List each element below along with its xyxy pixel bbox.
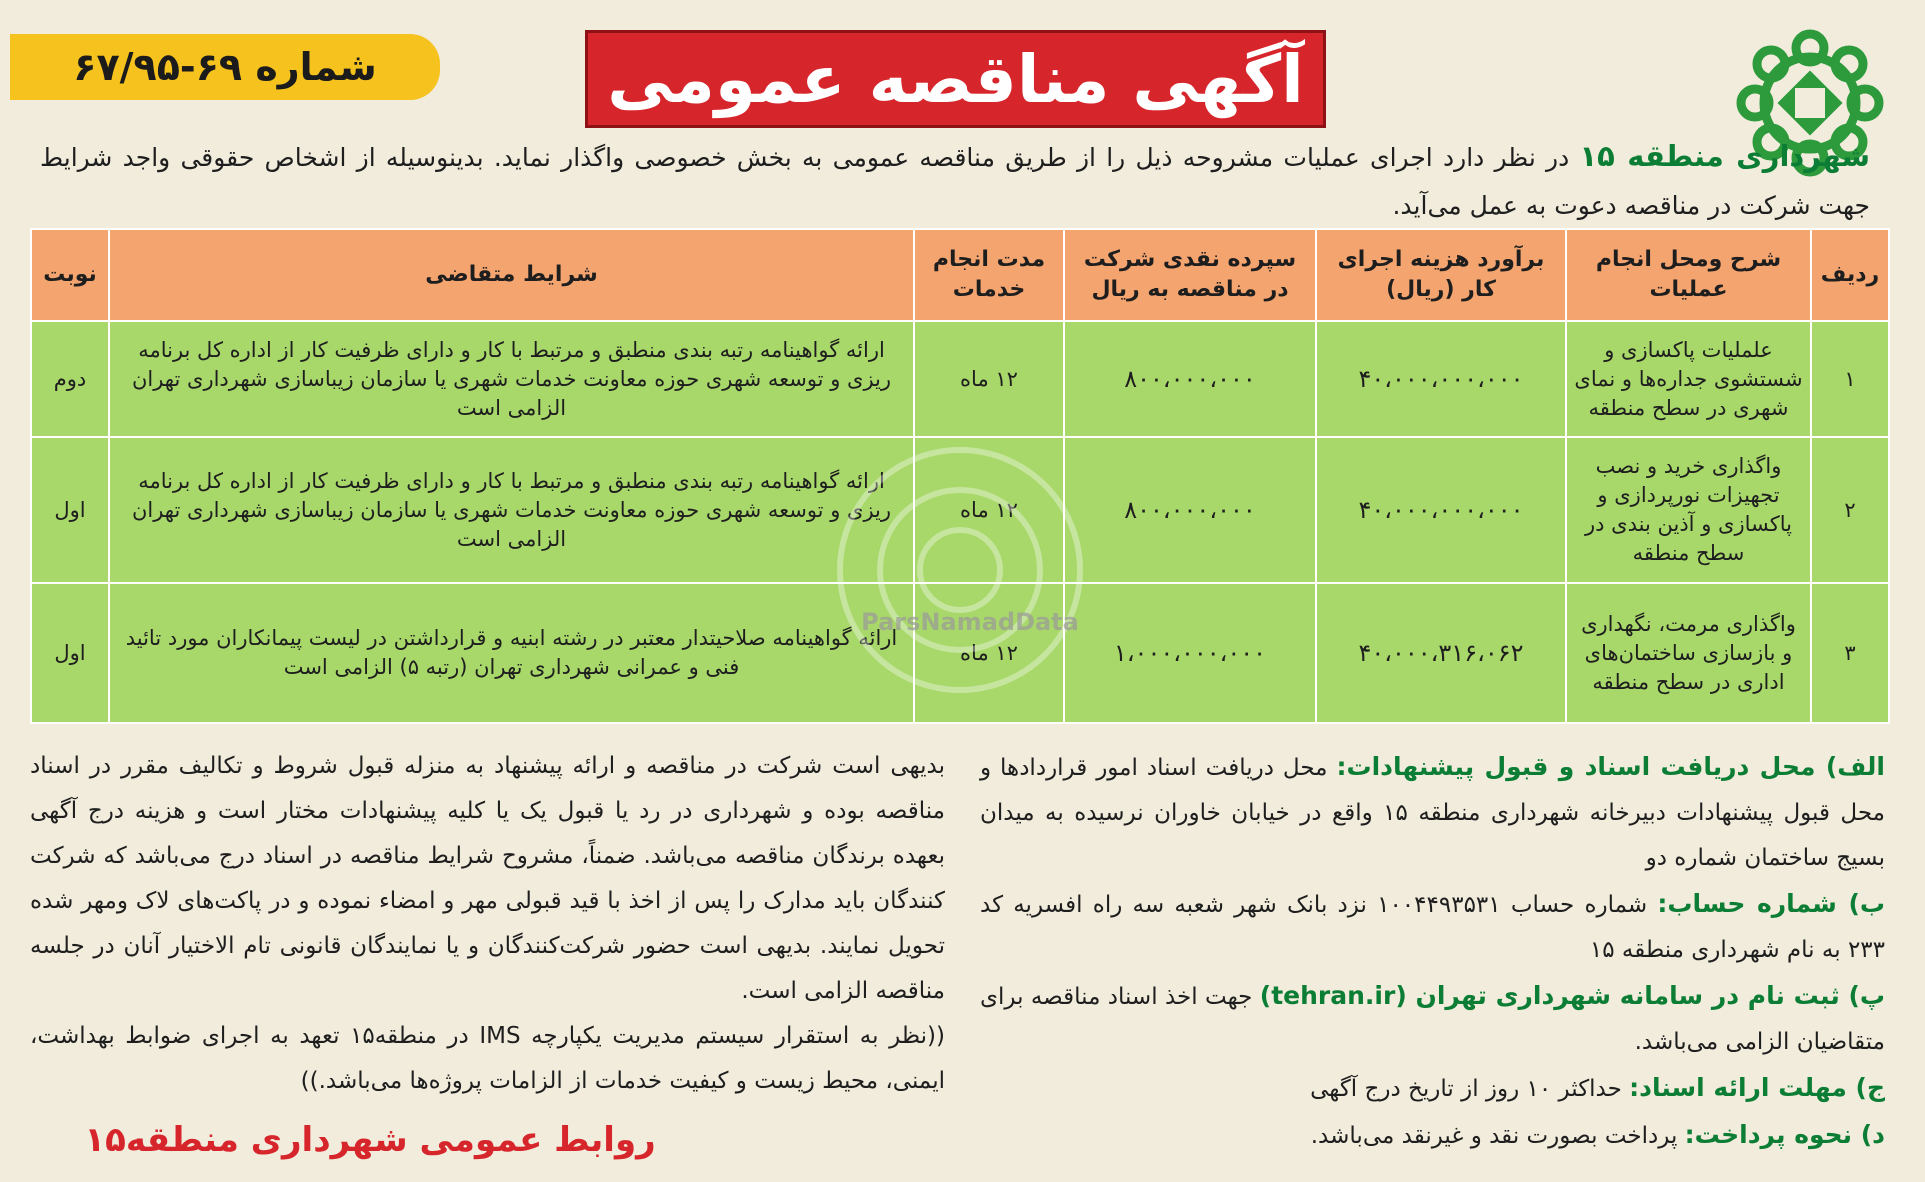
table-row: [31, 437, 1889, 583]
cell-row-number: ۱: [1811, 321, 1889, 437]
item-d-text: پرداخت بصورت نقد و غیرنقد می‌باشد.: [1310, 1123, 1685, 1149]
intro-text: در نظر دارد اجرای عملیات مشروحه ذیل را از طریق مناقصه عمومی به بخش خصوصی واگذار نماید. بدینوسیله از اشخاص حقوقی واجد شرایط جهت شرکت در مناقصه دعوت به عمل می‌آید.: [40, 143, 1870, 220]
header-description: شرح ومحل انجام عملیات: [1566, 229, 1811, 321]
organization-name: شهرداری منطقه ۱۵: [1579, 139, 1870, 173]
header-cost: برآورد هزینه اجرای کار (ریال): [1316, 229, 1566, 321]
cell-description: واگذاری خرید و نصب تجهیزات نورپردازی و پاکسازی و آذین بندی در سطح منطقه: [1566, 437, 1811, 583]
item-a-text: محل دریافت اسناد امور قراردادها و محل قبول پیشنهادات دبیرخانه شهرداری منطقه ۱۵ واقع در خیابان خاوران نرسیده به میدان بسیج ساختمان شماره دو: [980, 755, 1886, 871]
cell-round: اول: [31, 437, 109, 583]
table-row: [31, 321, 1889, 437]
item-b-label: ب) شماره حساب:: [1657, 889, 1886, 918]
table-header-row: [31, 229, 1889, 321]
header-round: نوبت: [31, 229, 109, 321]
intro-paragraph: [40, 132, 1870, 230]
closing-text: بدیهی است شرکت در مناقصه و ارائه پیشنهاد به منزله قبول شروط و تکالیف مقرر در اسناد مناقصه بوده و شهرداری در رد یا قبول یک یا کلیه پیشنهادات مختار است و هزینه درج آگهی بعهده برندگان مناقصه می‌باشد. ضمناً، مشروح شرایط مناقصه در اسناد درج می‌باشد که شرکت کنندگان باید مدارک را پس از اخذ با قید قبولی مهر و امضاء نموده و در پاکت‌های لاک ومهر شده تحویل نمایند. بدیهی است حضور شرکت‌کنندگان و یا نمایندگان قانونی تام الاختیار آنان در جلسه مناقصه الزامی است.: [30, 753, 945, 1004]
notice-title: آگهی مناقصه عمومی: [585, 30, 1326, 128]
cell-duration: ۱۲ ماه: [914, 321, 1064, 437]
cell-cost: ۴۰،۰۰۰،۳۱۶،۰۶۲: [1316, 583, 1566, 723]
cell-cost: ۴۰،۰۰۰،۰۰۰،۰۰۰: [1316, 437, 1566, 583]
header-deposit: سپرده نقدی شرکت در مناقصه به ریال: [1064, 229, 1316, 321]
terms-column: [30, 744, 945, 1104]
tender-table: [30, 228, 1890, 724]
cell-round: دوم: [31, 321, 109, 437]
header-conditions: شرایط متقاضی: [109, 229, 914, 321]
item-p-text: جهت اخذ اسناد مناقصه برای متقاضیان الزامی می‌باشد.: [980, 984, 1885, 1055]
cell-cost: ۴۰،۰۰۰،۰۰۰،۰۰۰: [1316, 321, 1566, 437]
item-d-label: د) نحوه پرداخت:: [1684, 1120, 1885, 1149]
cell-round: اول: [31, 583, 109, 723]
cell-row-number: ۳: [1811, 583, 1889, 723]
item-j: [980, 1065, 1885, 1112]
watermark-text: ParsNamadData: [861, 608, 1079, 636]
cell-duration: ۱۲ ماه: [914, 437, 1064, 583]
item-d: [980, 1112, 1885, 1159]
table-row: [31, 583, 1889, 723]
cell-description: واگذاری مرمت، نگهداری و بازسازی ساختمان‌های اداری در سطح منطقه: [1566, 583, 1811, 723]
item-p-label: پ) ثبت نام در سامانه شهرداری تهران (tehran.ir): [1259, 981, 1886, 1010]
details-column: [980, 744, 1885, 1159]
cell-conditions: ارائه گواهینامه رتبه بندی منطبق و مرتبط با کار و دارای ظرفیت کار از اداره کل برنامه ریزی و توسعه شهری حوزه معاونت خدمات شهری یا سازمان زیباسازی شهرداری تهران الزامی است: [109, 437, 914, 583]
cell-description: علملیات پاکسازی و شستشوی جداره‌ها و نمای شهری در سطح منطقه: [1566, 321, 1811, 437]
ims-note: ((نظر به استقرار سیستم مدیریت یکپارچه IMS در منطقه۱۵ تعهد به اجرای ضوابط بهداشت، ایمنی، محیط زیست و کیفیت خدمات از الزامات پروژه‌ها می‌باشد.)): [30, 1023, 945, 1094]
item-a-label: الف) محل دریافت اسناد و قبول پیشنهادات:: [1336, 752, 1885, 781]
cell-deposit: ۸۰۰،۰۰۰،۰۰۰: [1064, 437, 1316, 583]
cell-row-number: ۲: [1811, 437, 1889, 583]
notice-number: شماره ۶۹-۶۷/۹۵: [10, 34, 440, 100]
cell-deposit: ۱،۰۰۰،۰۰۰،۰۰۰: [1064, 583, 1316, 723]
cell-duration: ۱۲ ماه: [914, 583, 1064, 723]
item-j-label: ج) مهلت ارائه اسناد:: [1629, 1073, 1885, 1102]
item-b-text: شماره حساب ۱۰۰۴۴۹۳۵۳۱ نزد بانک شهر شعبه سه راه افسریه کد ۲۳۳ به نام شهرداری منطقه ۱۵: [980, 892, 1885, 963]
item-a: [980, 744, 1885, 881]
item-j-text: حداکثر ۱۰ روز از تاریخ درج آگهی: [1310, 1076, 1630, 1102]
header-row-number: ردیف: [1811, 229, 1889, 321]
cell-conditions: ارائه گواهینامه صلاحیتدار معتبر در رشته ابنیه و قرارداشتن در لیست پیمانکاران مورد تائید فنی و عمرانی شهرداری تهران (رتبه ۵) الزامی است: [109, 583, 914, 723]
item-p: [980, 973, 1885, 1065]
footer-signature: روابط عمومی شهرداری منطقه۱۵: [84, 1120, 656, 1160]
item-b: [980, 881, 1885, 973]
cell-conditions: ارائه گواهینامه رتبه بندی منطبق و مرتبط با کار و دارای ظرفیت کار از اداره کل برنامه ریزی و توسعه شهری حوزه معاونت خدمات شهری یا سازمان زیباسازی شهرداری تهران الزامی است: [109, 321, 914, 437]
cell-deposit: ۸۰۰،۰۰۰،۰۰۰: [1064, 321, 1316, 437]
header-duration: مدت انجام خدمات: [914, 229, 1064, 321]
